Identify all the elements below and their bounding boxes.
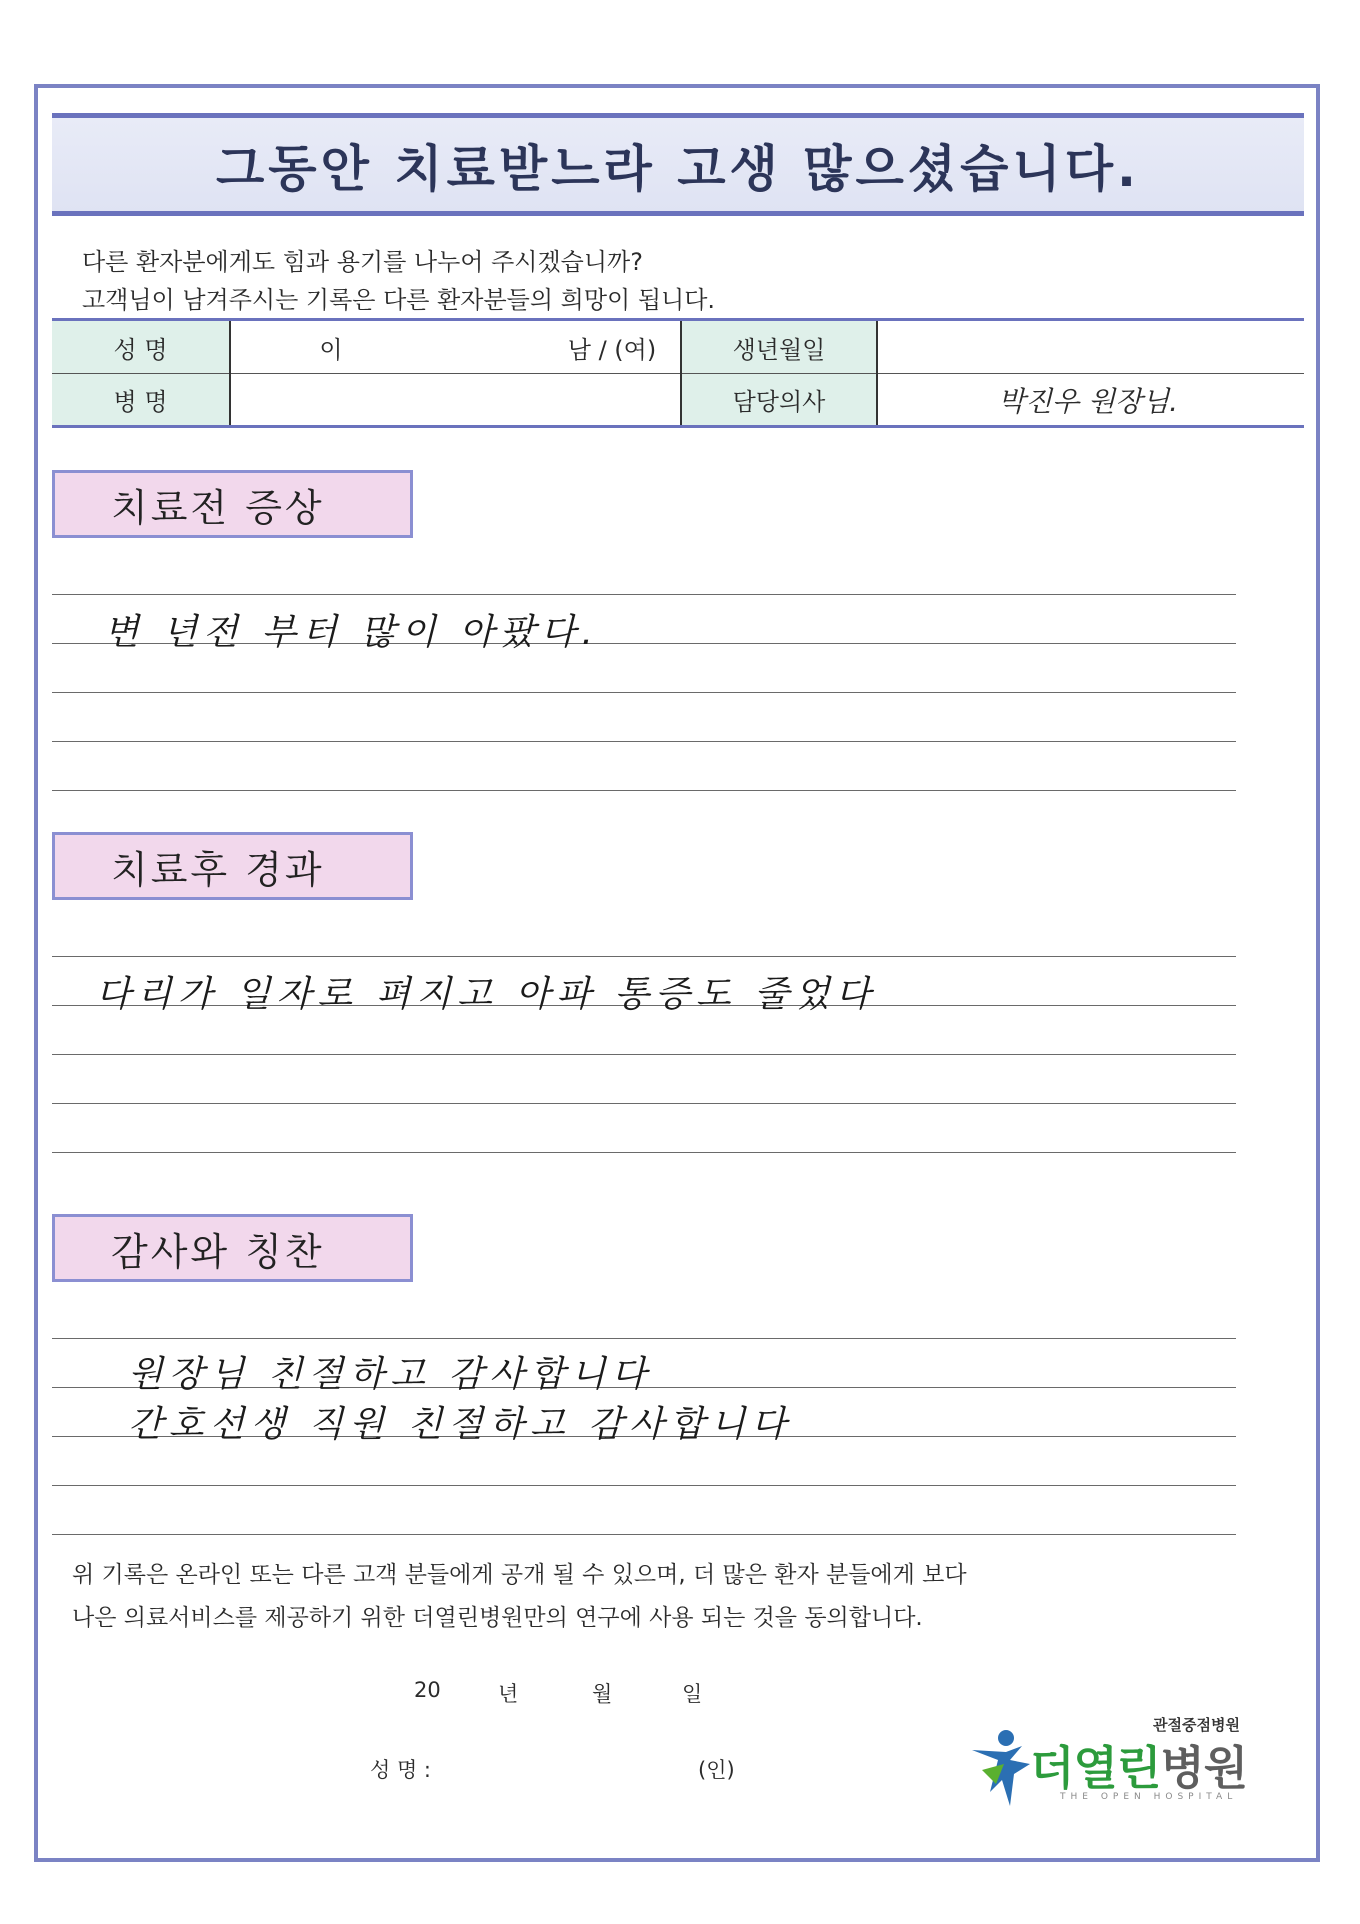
section-thanks-title: 감사와 칭찬 xyxy=(52,1214,413,1282)
logo-english: THE OPEN HOSPITAL xyxy=(1060,1792,1238,1802)
logo-figure-icon xyxy=(966,1720,1036,1812)
after-handwriting: 다리가 일자로 펴지고 아파 통증도 줄었다 xyxy=(96,974,877,1015)
date-day-unit: 일 xyxy=(682,1682,703,1706)
birth-value xyxy=(878,321,1298,373)
thanks-handwriting-line-2: 간호선생 직원 친절하고 감사합니다 xyxy=(128,1404,792,1445)
page-title: 그동안 치료받느라 고생 많으셨습니다. xyxy=(215,139,1140,198)
section-before-title: 치료전 증상 xyxy=(52,470,413,538)
name-value: 이 xyxy=(319,335,343,364)
intro-line-2: 고객님이 남겨주시는 기록은 다른 환자분들의 희망이 됩니다. xyxy=(82,286,716,314)
date-month-unit: 월 xyxy=(592,1682,613,1706)
gender-selection: 남 / (여) xyxy=(567,335,657,364)
before-handwriting: 변 년전 부터 많이 아팠다. xyxy=(104,612,599,653)
date-year: 20 xyxy=(414,1678,441,1702)
name-label: 성 명 xyxy=(52,321,229,373)
disease-label: 병 명 xyxy=(52,374,229,425)
patient-info-table xyxy=(52,318,1304,428)
logo-name: 더열린병원 xyxy=(1030,1741,1248,1795)
doctor-label: 담당의사 xyxy=(682,374,876,425)
logo-subtitle: 관절중점병원 xyxy=(1153,1716,1240,1734)
intro-line-1: 다른 환자분에게도 힘과 용기를 나누어 주시겠습니까? xyxy=(82,248,643,276)
birth-label: 생년월일 xyxy=(682,321,876,373)
section-after-title: 치료후 경과 xyxy=(52,832,413,900)
doctor-value: 박진우 원장님. xyxy=(997,384,1179,418)
thanks-handwriting-line-1: 원장님 친절하고 감사합니다 xyxy=(128,1354,653,1395)
consent-line-2: 나은 의료서비스를 제공하기 위한 더열린병원만의 연구에 사용 되는 것을 동의합니다. xyxy=(72,1605,923,1631)
date-year-unit: 년 xyxy=(498,1682,519,1706)
disease-value xyxy=(231,374,680,425)
seal-mark: (인) xyxy=(698,1758,735,1782)
hospital-logo xyxy=(966,1714,1266,1814)
title-banner xyxy=(52,113,1304,216)
signature-label: 성 명 : xyxy=(370,1758,431,1782)
consent-line-1: 위 기록은 온라인 또는 다른 고객 분들에게 공개 될 수 있으며, 더 많은 환자 분들에게 보다 xyxy=(72,1562,967,1588)
